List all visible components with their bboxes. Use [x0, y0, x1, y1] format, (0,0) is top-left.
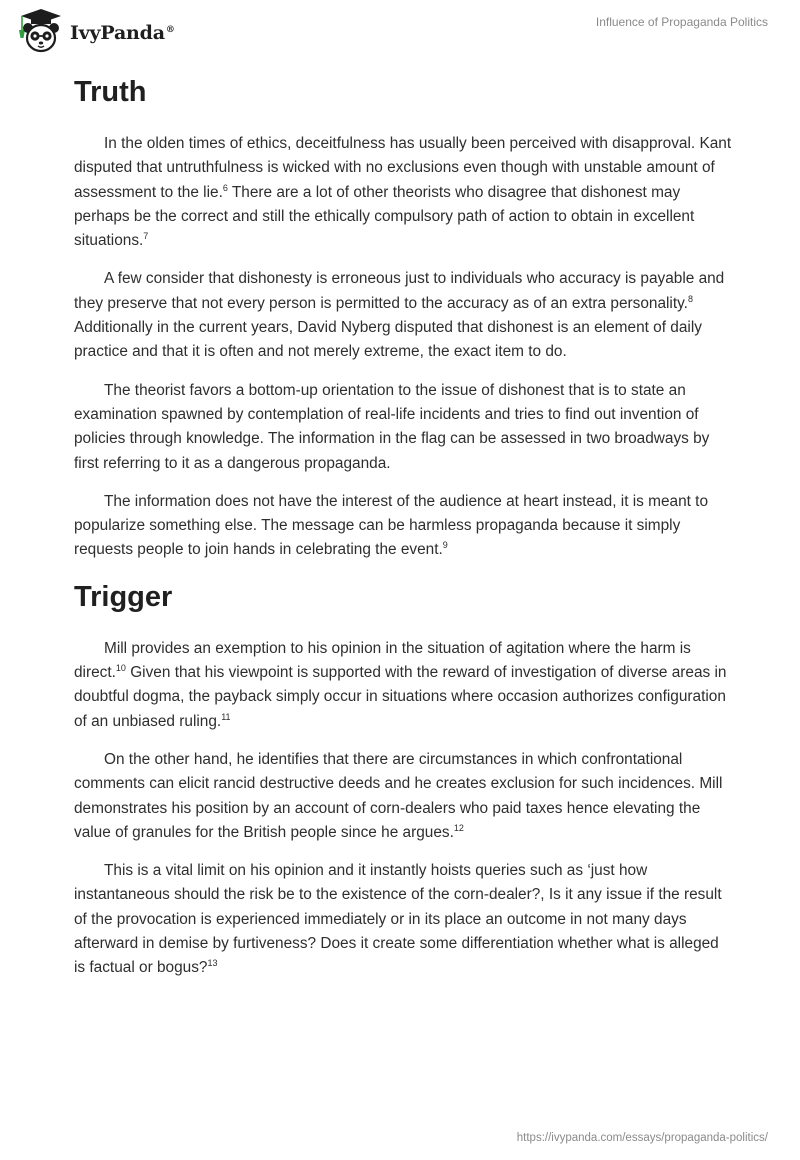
paragraph: Mill provides an exemption to his opinion in the situation of agitation where the harm is direct.$^{10}$ Given that his viewpoint is supported with the reward of investigation of diverse areas in doubtful dogma, the payback simply occur in situations where occasion authorizes configuration of an unbiased ruling.$^{11}$ [74, 639, 727, 730]
brand-name: IvyPanda® [70, 22, 175, 44]
paragraph: In the olden times of ethics, deceitfulness has usually been perceived with disapproval. Kant disputed that untruthfulness is wicked with no exclusions even though with unstable amount of assessment to the lie.$^6$ There are a lot of other theorists who disagree that dishonest may perhaps be the correct and still the ethically compulsory path of action to obtain in excellent situations.$^7$ [74, 135, 732, 250]
footnote-ref[interactable]: 10 [115, 663, 126, 674]
paragraph: A few consider that dishonesty is erroneous just to individuals who accuracy is payable and they preserve that not every person is permitted to the accuracy as of an extra personality.$^8$ Additionally in the current years, David Nyberg disputed that dishonest is an element of daily practice and that it is often and not merely extreme, the exact item to do. [74, 270, 725, 361]
panda-graduate-icon [16, 8, 66, 54]
paragraph: On the other hand, he identifies that there are circumstances in which confrontational comments can elicit rancid destructive deeds and he creates exclusion for such incidences. Mill demonstrates his position by an account of corn-dealers who paid taxes hence elevating the value of granules for the British people since he argues.$^{12}$ [74, 750, 723, 841]
paragraph: This is a vital limit on his opinion and it instantly hoists queries such as ‘just how instantaneous should the risk be to the existence of the corn-dealer?, Is it any issue if the result of the provocation is experienced immediately or in its place an outcome in not many days afterward in demise by furtiveness? Does it create some differentiation whether what is alleged is factual or bogus?$^{13}$ [74, 862, 722, 977]
footnote-ref[interactable]: 6 [222, 182, 228, 193]
document-title: Influence of Propaganda Politics [595, 15, 768, 29]
source-url-link[interactable]: https://ivypanda.com/essays/propaganda-politics/ [516, 1132, 768, 1144]
essay-content [74, 70, 734, 995]
ivypanda-logo[interactable] [16, 8, 175, 54]
footnote-ref[interactable]: 7 [143, 231, 149, 242]
page-header [0, 0, 800, 60]
footnote-ref[interactable]: 9 [442, 540, 448, 551]
footnote-ref[interactable]: 11 [221, 711, 231, 722]
section-heading-truth: Truth [74, 76, 147, 108]
section-heading-trigger: Trigger [74, 580, 173, 613]
footnote-ref[interactable]: 8 [687, 293, 693, 304]
footnote-ref[interactable]: 12 [453, 822, 464, 833]
footnote-ref[interactable]: 13 [207, 958, 218, 969]
registered-mark: ® [165, 24, 175, 35]
paragraph: The theorist favors a bottom-up orientation to the issue of dishonest that is to state an examination spawned by contemplation of real-life incidents and tries to find out invention of policies through knowledge. The information in the flag can be assessed in two broadways by first referring to it as a dangerous propaganda. [74, 381, 710, 472]
paragraph: The information does not have the interest of the audience at heart instead, it is meant to popularize something else. The message can be harmless propaganda because it simply requests people to join hands in celebrating the event.$^9$ [74, 492, 709, 559]
